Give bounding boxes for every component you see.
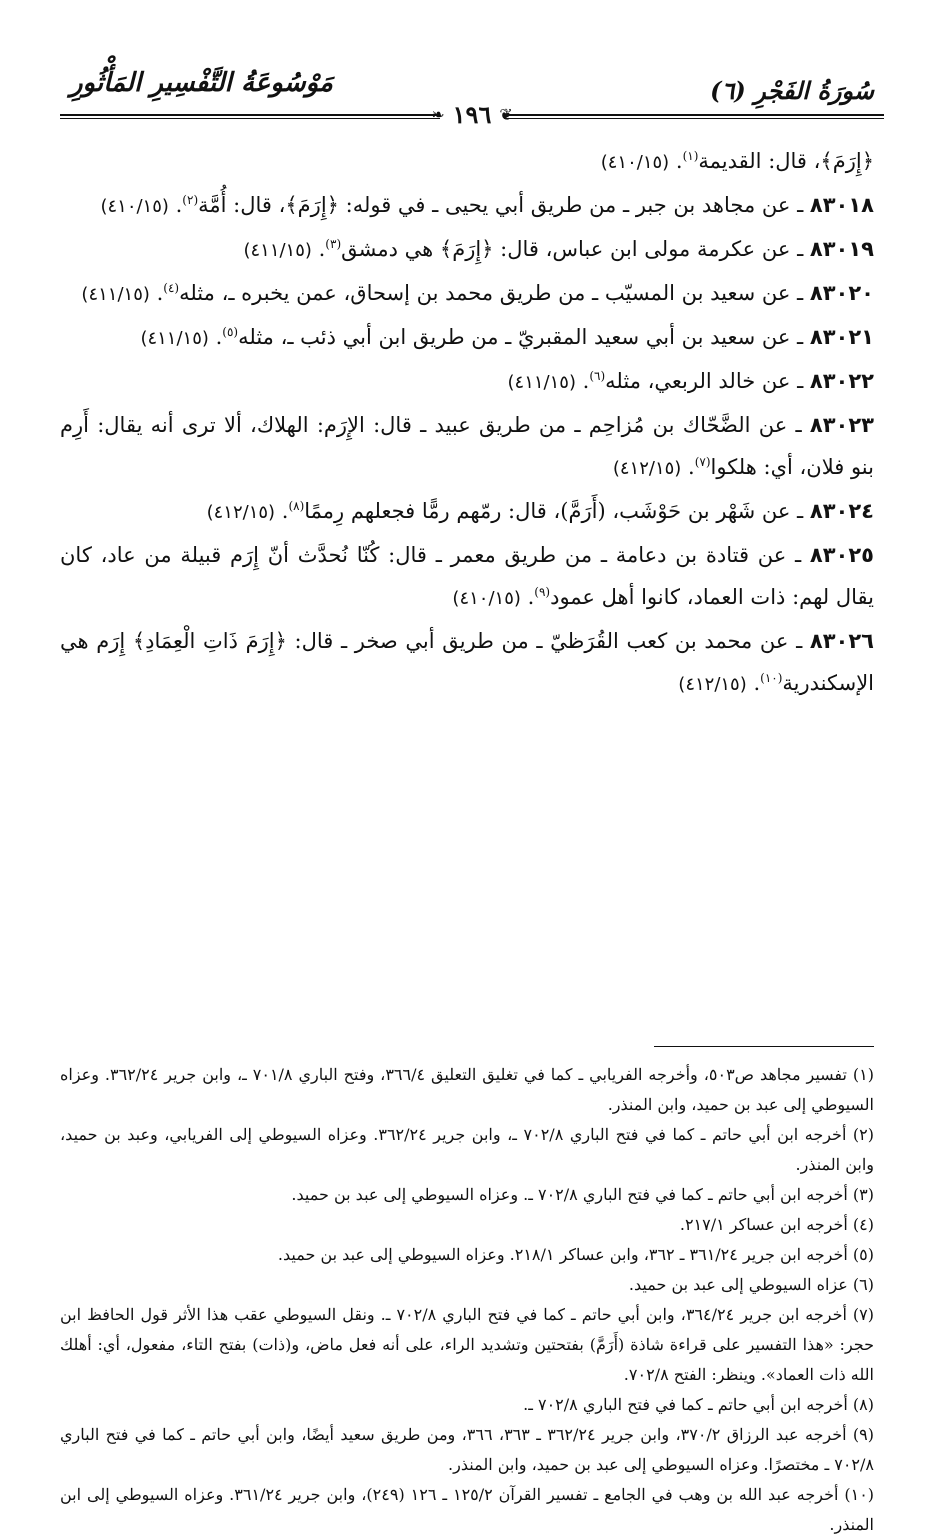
footnote: (٥) أخرجه ابن جرير ٣٦١/٢٤ ـ ٣٦٢، وابن عساكر ٢١٨/١. وعزاه السيوطي إلى عبد بن حميد.: [277, 1245, 874, 1264]
narration-number: ٨٣٠٢٦: [809, 629, 874, 653]
narration-entry: [60, 404, 874, 490]
main-text: [60, 140, 874, 706]
source-ref: (٤١٢/١٥): [206, 502, 276, 523]
source-ref: (٤١٠/١٥): [100, 196, 169, 217]
footnote: (٧) أخرجه ابن جرير ٣٦٤/٢٤، وابن أبي حاتم ـ كما في فتح الباري ٧٠٢/٨ ـ. ونقل السيوطي عقب هذا الأثر قول الحافظ ابن حجر: «هذا التفسير على قراءة شاذة (أَرَمَّ) بفتحتين وتشديد الراء، على أنه فعل ماض، و(ذات) بفتح التاء، مفعول، أي: أهلك الله ذات العماد». وينظر: الفتح ٧٠٢/٨.: [60, 1305, 875, 1384]
source-ref: (٤١٢/١٥): [612, 458, 682, 479]
source-ref: (٤١٢/١٥): [678, 674, 747, 695]
header-rule-left-thin: [60, 118, 440, 119]
footnote-ref[interactable]: (٣): [325, 237, 342, 251]
header-rule-left: [60, 114, 440, 116]
narration-text: ـ عن مجاهد بن جبر ـ من طريق أبي يحيى ـ في قوله: ﴿إِرَمَ﴾، قال: أُمَّة: [198, 193, 804, 217]
footnote-ref[interactable]: (٨): [288, 499, 305, 513]
footnote-ref[interactable]: (١): [682, 149, 699, 163]
footnote: (١) تفسير مجاهد ص٥٠٣، وأخرجه الفريابي ـ كما في تغليق التعليق ٣٦٦/٤، وفتح الباري ٧٠١/٨ ـ، وابن جرير ٣٦٢/٢٤. وعزاه السيوطي إلى عبد بن حميد، وابن المنذر.: [60, 1065, 874, 1114]
book-title: مَوْسُوعَةُ التَّفْسِيرِ المَأْثُورِ: [70, 68, 333, 98]
footnote: (٦) عزاه السيوطي إلى عبد بن حميد.: [628, 1275, 874, 1294]
surah-title: سُورَةُ الفَجْرِ (٦): [710, 76, 874, 105]
page-number: ١٩٦: [452, 100, 492, 129]
narration-entry: [60, 360, 874, 404]
footnote: (٣) أخرجه ابن أبي حاتم ـ كما في فتح الباري ٧٠٢/٨ ـ. وعزاه السيوطي إلى عبد بن حميد.: [291, 1185, 874, 1204]
narration-text: ـ عن سعيد بن المسيّب ـ من طريق محمد بن إسحاق، عمن يخبره ـ، مثله: [179, 281, 804, 305]
footnote-ref[interactable]: (٢): [182, 193, 199, 207]
sentence-end: .: [156, 281, 164, 305]
narration-entry: [60, 620, 874, 706]
footnote: (١٠) أخرجه عبد الله بن وهب في الجامع ـ تفسير القرآن ١٢٥/٢ ـ ١٢٦ (٢٤٩)، وابن جرير ٣٦١/٢٤. وعزاه السيوطي إلى ابن المنذر.: [60, 1485, 875, 1534]
footnote-ref[interactable]: (١٠): [760, 671, 783, 685]
page-header: [60, 62, 884, 129]
sentence-end: .: [281, 499, 289, 523]
narration-entry: [60, 184, 874, 228]
narration-number: ٨٣٠١٨: [809, 193, 874, 217]
footnote-ref[interactable]: (٥): [222, 325, 239, 339]
sentence-end: .: [175, 193, 183, 217]
narration-entry: [60, 228, 874, 272]
sentence-end: .: [527, 585, 535, 609]
narration-number: ٨٣٠٢٢: [809, 369, 874, 393]
narration-number: ٨٣٠٢٤: [809, 499, 874, 523]
narration-text: ـ عن الضَّحّاك بن مُزاحِم ـ من طريق عبيد ـ قال: الإِرَم: الهلاك، ألا ترى أنه يقال: أَرِم بنو فلان، أي: هلكوا: [60, 413, 874, 479]
narration-text: ـ عن سعيد بن أبي سعيد المقبريّ ـ من طريق ابن أبي ذئب ـ، مثله: [238, 325, 804, 349]
sentence-end: .: [318, 237, 326, 261]
narration-entry: [60, 534, 874, 620]
footnote-divider: [654, 1046, 874, 1047]
source-ref: (٤١١/١٥): [140, 328, 209, 349]
narration-number: ٨٣٠٢١: [809, 325, 874, 349]
narration-text: ـ عن شَهْر بن حَوْشَب، (أَرَمَّ)، قال: رمّهم رمًّا فجعلهم رِممًا: [304, 499, 804, 523]
narration-text: ﴿إِرَمَ﴾، قال: القديمة: [698, 149, 874, 173]
footnote-ref[interactable]: (٧): [694, 455, 711, 469]
footnote: (٩) أخرجه عبد الرزاق ٣٧٠/٢، وابن جرير ٣٦٢/٢٤ ـ ٣٦٣، ٣٦٦، ومن طريق سعيد أيضًا، وابن أبي حاتم ـ كما في فتح الباري ٧٠٢/٨ ـ مختصرًا. وعزاه السيوطي إلى عبد بن حميد، وابن المنذر.: [60, 1425, 875, 1474]
narration-entry: [60, 272, 874, 316]
narration-text: ـ عن محمد بن كعب القُرَظيّ ـ من طريق أبي صخر ـ قال: ﴿إِرَمَ ذَاتِ الْعِمَادِ﴾ إِرَم هي الإسكندرية: [60, 629, 874, 695]
source-ref: (٤١١/١٥): [507, 372, 576, 393]
footnote-ref[interactable]: (٩): [534, 585, 551, 599]
narration-text: ـ عن عكرمة مولى ابن عباس، قال: ﴿إِرَمَ﴾ هي دمشق: [341, 237, 804, 261]
footnote: (٤) أخرجه ابن عساكر ٢١٧/١.: [679, 1215, 874, 1234]
footnote-ref[interactable]: (٦): [589, 369, 606, 383]
sentence-end: .: [675, 149, 683, 173]
narration-entry: [60, 316, 874, 360]
narration-text: ـ عن قتادة بن دعامة ـ من طريق معمر ـ قال: كُنّا نُحدَّث أنّ إِرَم قبيلة من عاد، كان يقال لهم: ذات العماد، كانوا أهل عمود: [60, 543, 874, 609]
sentence-end: .: [688, 455, 695, 479]
footnote-ref[interactable]: (٤): [163, 281, 180, 295]
ornament-left-icon: ❧: [431, 105, 445, 124]
header-rule-right: [504, 114, 884, 116]
source-ref: (٤١٠/١٥): [452, 588, 521, 609]
narration-text: ـ عن خالد الربعي، مثله: [605, 369, 804, 393]
sentence-end: .: [215, 325, 223, 349]
sentence-end: .: [582, 369, 590, 393]
narration-number: ٨٣٠٢٠: [809, 281, 874, 305]
source-ref: (٤١٠/١٥): [600, 152, 670, 173]
footnotes: [60, 1060, 874, 1540]
footnote: (٨) أخرجه ابن أبي حاتم ـ كما في فتح الباري ٧٠٢/٨ ـ.: [523, 1395, 874, 1414]
header-rule-right-thin: [504, 118, 884, 119]
ornament-right-icon: ❦: [499, 105, 513, 124]
page-number-group: [431, 100, 512, 129]
narration-number: ٨٣٠٢٣: [809, 413, 874, 437]
sentence-end: .: [753, 671, 761, 695]
narration-number: ٨٣٠٢٥: [809, 543, 874, 567]
narration-entry: [60, 140, 874, 184]
source-ref: (٤١١/١٥): [81, 284, 150, 305]
narration-number: ٨٣٠١٩: [809, 237, 874, 261]
source-ref: (٤١١/١٥): [243, 240, 312, 261]
narration-entry: [60, 490, 874, 534]
footnote: (٢) أخرجه ابن أبي حاتم ـ كما في فتح الباري ٧٠٢/٨ ـ، وابن جرير ٣٦٢/٢٤. وعزاه السيوطي إلى الفريابي، وعبد بن حميد، وابن المنذر.: [60, 1125, 875, 1174]
